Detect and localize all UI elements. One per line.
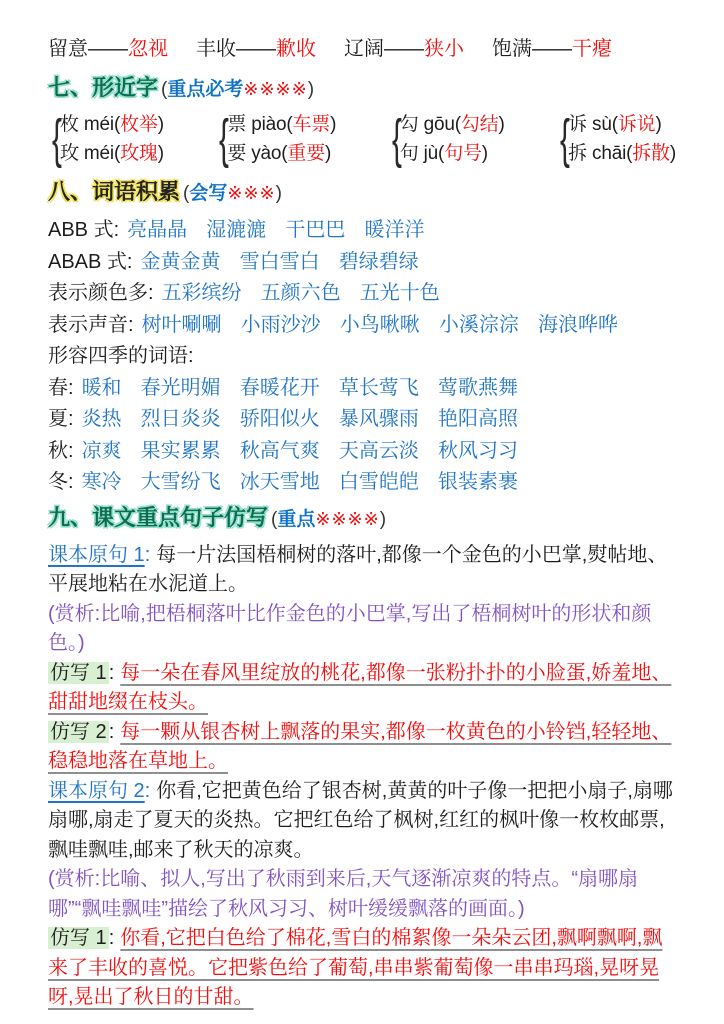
imitation-1-1 bbox=[48, 659, 676, 718]
imitation-label: 仿写 2 bbox=[50, 720, 107, 743]
antonym-word: 歉收 bbox=[276, 38, 316, 60]
char-pair bbox=[60, 111, 164, 167]
antonym-pair bbox=[344, 32, 464, 61]
source-sentence-1 bbox=[48, 541, 676, 600]
section8-title: 八、词语积累 bbox=[48, 179, 181, 204]
char-line bbox=[227, 140, 336, 167]
row-label: 形容四季的词语: bbox=[48, 345, 194, 367]
section9-heading bbox=[48, 503, 676, 535]
paren-open: ( bbox=[161, 79, 168, 100]
brace-icon: { bbox=[52, 109, 62, 169]
label-colon: : bbox=[108, 661, 115, 684]
example-word: 勾结 bbox=[460, 114, 499, 135]
row-label: 表示声音: bbox=[48, 313, 134, 336]
imitation-2-1 bbox=[48, 924, 676, 1013]
imitation-text: 每一朵在春风里绽放的桃花,都像一张粉扑扑的小脸蛋,娇羞地、甜甜地缀在枝头。 bbox=[48, 661, 672, 713]
antonym-pair bbox=[196, 32, 316, 61]
example-word: 诉说 bbox=[617, 114, 656, 135]
importance-stars: ※※※※ bbox=[243, 79, 308, 99]
word-list: 凉爽 果实累累 秋高气爽 天高云淡 秋风习习 bbox=[81, 439, 519, 462]
row-label: 表示颜色多: bbox=[48, 282, 154, 304]
antonym-word: 狭小 bbox=[424, 38, 464, 60]
char-line bbox=[60, 140, 164, 167]
paren-close: ) bbox=[655, 114, 662, 135]
char-line bbox=[400, 111, 505, 138]
char-line bbox=[400, 140, 505, 167]
char-line bbox=[568, 140, 676, 167]
paren-close: ) bbox=[157, 114, 164, 135]
brace-icon: { bbox=[391, 109, 402, 169]
section9-title: 九、课文重点句子仿写 bbox=[48, 504, 269, 530]
paren-close: ) bbox=[325, 143, 332, 164]
word-row bbox=[48, 467, 676, 499]
imitation-label: 仿写 1 bbox=[50, 927, 107, 949]
section7-note bbox=[161, 79, 314, 100]
label-colon: : bbox=[144, 779, 151, 802]
antonym-pair bbox=[492, 32, 612, 61]
row-label: 夏: bbox=[48, 408, 74, 430]
word-row bbox=[48, 373, 676, 405]
analysis-1: (赏析:比喻,把梧桐落叶比作金色的小巴掌,写出了梧桐树叶的形状和颜色。) bbox=[48, 602, 652, 654]
note-tag: 重点必考 bbox=[167, 79, 244, 100]
sentence-text: 每一片法国梧桐树的落叶,都像一个金色的小巴掌,熨帖地、平展地粘在水泥道上。 bbox=[48, 543, 668, 595]
similar-characters-row bbox=[48, 111, 676, 167]
note-tag: 会写 bbox=[189, 183, 228, 204]
example-word: 枚举 bbox=[120, 114, 158, 135]
word-list: 炎热 烈日炎炎 骄阳似火 暴风骤雨 艳阳高照 bbox=[81, 408, 519, 430]
char-line bbox=[227, 111, 336, 138]
word-row bbox=[48, 341, 676, 373]
word-list: 暖和 春光明媚 春暖花开 草长莺飞 莺歌燕舞 bbox=[81, 376, 519, 399]
antonym-word: 干瘪 bbox=[572, 38, 612, 60]
paren-close: ) bbox=[379, 508, 387, 530]
imitation-1-2 bbox=[48, 718, 676, 777]
word-list: 金黄金黄 雪白雪白 碧绿碧绿 bbox=[140, 250, 419, 273]
word-row bbox=[48, 436, 676, 468]
row-label: 冬: bbox=[48, 471, 74, 493]
word-row bbox=[48, 404, 676, 436]
imitation-text: 每一颗从银杏树上飘落的果实,都像一枚黄色的小铃铛,轻轻地、稳稳地落在草地上。 bbox=[48, 720, 672, 772]
example-word: 句号 bbox=[444, 143, 482, 164]
section7-heading bbox=[48, 73, 676, 105]
imitation-text: 你看,它把白色给了棉花,雪白的棉絮像一朵朵云团,飘啊飘啊,飘来了丰收的喜悦。它把紫色给了葡萄,串串紫葡萄像一串串玛瑙,晃呀晃呀,晃出了秋日的甘甜。 bbox=[48, 927, 663, 1008]
char-pinyin: 枚 méi( bbox=[60, 114, 121, 135]
antonym-pair bbox=[48, 32, 168, 61]
char-group bbox=[215, 111, 336, 167]
imitation-label: 仿写 1 bbox=[50, 661, 107, 684]
row-label: 秋: bbox=[48, 439, 74, 462]
row-label: ABAB 式: bbox=[48, 250, 133, 273]
example-word: 车票 bbox=[292, 114, 331, 135]
char-pinyin: 玫 méi( bbox=[60, 143, 121, 164]
row-label: 春: bbox=[48, 376, 74, 399]
row-label: ABB 式: bbox=[48, 219, 120, 241]
example-word: 重要 bbox=[287, 143, 326, 164]
antonym-left: 留意—— bbox=[48, 38, 128, 60]
label-colon: : bbox=[108, 720, 115, 743]
paren-close: ) bbox=[498, 114, 505, 135]
char-line bbox=[568, 111, 676, 138]
char-pair bbox=[400, 111, 505, 167]
source-label: 课本原句 2 bbox=[48, 779, 145, 802]
antonym-word: 忽视 bbox=[128, 38, 168, 60]
word-list: 亮晶晶 湿漉漉 干巴巴 暖洋洋 bbox=[127, 219, 425, 241]
char-pinyin: 拆 chāi( bbox=[568, 143, 633, 164]
antonym-left: 饱满—— bbox=[492, 38, 572, 60]
paren-close: ) bbox=[330, 114, 337, 135]
antonym-left: 丰收—— bbox=[196, 38, 276, 60]
char-group bbox=[556, 111, 676, 167]
label-colon: : bbox=[144, 543, 151, 566]
word-row bbox=[48, 278, 676, 310]
section7-title: 七、形近字 bbox=[48, 75, 159, 100]
section8-note bbox=[183, 183, 282, 204]
importance-stars: ※※※※ bbox=[315, 508, 380, 529]
word-row bbox=[48, 247, 676, 279]
brace-icon: { bbox=[560, 109, 571, 169]
char-pair bbox=[568, 111, 676, 167]
char-pinyin: 要 yào( bbox=[227, 143, 288, 164]
source-label: 课本原句 1 bbox=[48, 543, 145, 566]
label-colon: : bbox=[108, 927, 115, 949]
analysis-2: (赏析:比喻、拟人,写出了秋雨到来后,天气逐渐凉爽的特点。“扇哪扇哪”“飘哇飘哇”描绘了秋风习习、树叶缓缓飘落的画面。) bbox=[48, 868, 638, 920]
char-line bbox=[60, 111, 164, 138]
paren-close: ) bbox=[275, 183, 282, 204]
antonym-left: 辽阔—— bbox=[344, 38, 424, 60]
antonym-line bbox=[48, 32, 676, 61]
section9-note bbox=[271, 509, 386, 530]
section8-heading bbox=[48, 177, 676, 209]
char-pinyin: 句 jù( bbox=[399, 143, 445, 164]
note-tag: 重点 bbox=[277, 508, 316, 530]
importance-stars: ※※※ bbox=[227, 183, 276, 203]
word-list: 五彩缤纷 五颜六色 五光十色 bbox=[161, 282, 440, 304]
example-word: 玫瑰 bbox=[120, 143, 158, 164]
paren-close: ) bbox=[481, 143, 488, 164]
char-pinyin: 诉 sù( bbox=[568, 114, 618, 135]
char-pinyin: 勾 gōu( bbox=[399, 114, 461, 135]
word-row bbox=[48, 310, 676, 342]
word-list: 寒冷 大雪纷飞 冰天雪地 白雪皑皑 银装素裹 bbox=[81, 471, 519, 493]
char-group bbox=[48, 111, 164, 167]
char-pair bbox=[227, 111, 336, 167]
brace-icon: { bbox=[219, 109, 230, 169]
char-group bbox=[388, 111, 505, 167]
paren-close: ) bbox=[307, 79, 315, 100]
paren-open: ( bbox=[183, 183, 190, 204]
char-pinyin: 票 piào( bbox=[227, 114, 293, 135]
source-sentence-2 bbox=[48, 777, 676, 866]
sentence-text: 你看,它把黄色给了银杏树,黄黄的叶子像一把把小扇子,扇哪扇哪,扇走了夏天的炎热。它把红色给了枫树,红红的枫叶像一枚枚邮票,飘哇飘哇,邮来了秋天的凉爽。 bbox=[48, 779, 673, 861]
paren-open: ( bbox=[271, 508, 278, 530]
word-list: 树叶唰唰 小雨沙沙 小鸟啾啾 小溪淙淙 海浪哗哗 bbox=[141, 313, 619, 336]
word-row bbox=[48, 215, 676, 247]
paren-close: ) bbox=[669, 143, 676, 164]
paren-close: ) bbox=[157, 143, 164, 164]
example-word: 拆散 bbox=[632, 143, 670, 164]
